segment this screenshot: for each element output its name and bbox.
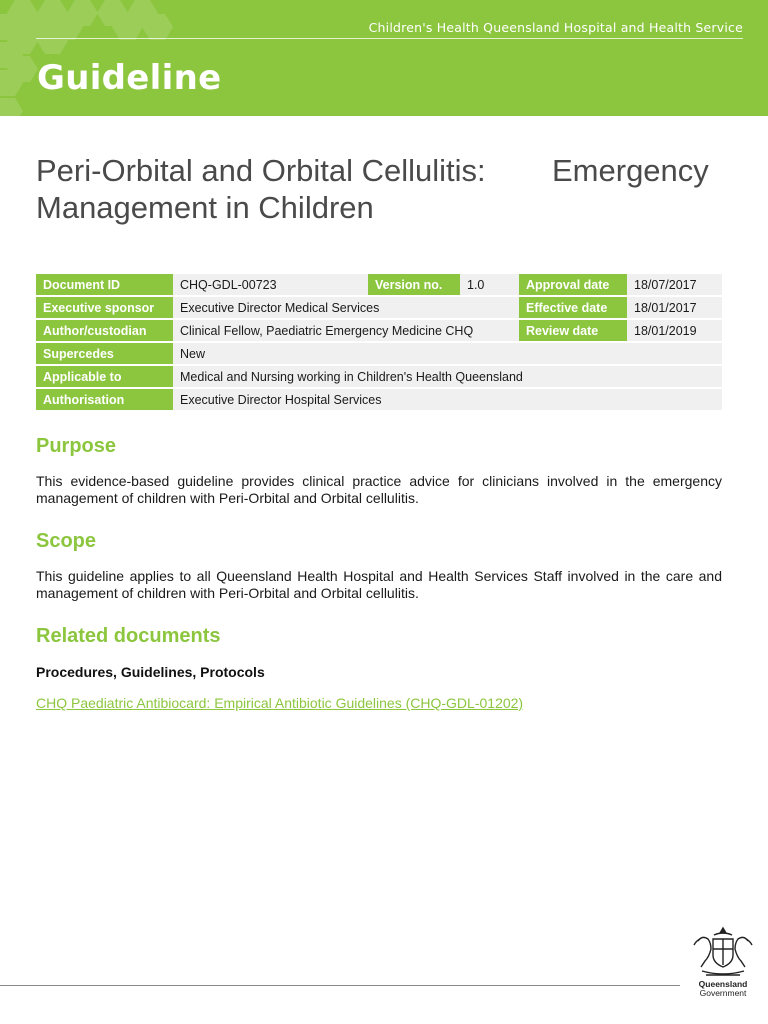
author-value: Clinical Fellow, Paediatric Emergency Medicine CHQ: [173, 320, 519, 341]
authorisation-label: Authorisation: [36, 389, 173, 410]
purpose-text: This evidence-based guideline provides clinical practice advice for clinicians involved in the emergency management of children with Peri-Orbital and Orbital cellulitis.: [36, 473, 722, 506]
logo-line-government: Government: [699, 988, 747, 998]
table-row: [36, 274, 722, 295]
title-line-1: Peri-Orbital and Orbital Cellulitis:: [36, 153, 486, 188]
service-name: Children's Health Queensland Hospital and Health Service: [368, 20, 743, 35]
queensland-coat-of-arms-icon: [688, 925, 758, 979]
applicable-to-label: Applicable to: [36, 366, 173, 387]
version-value: 1.0: [460, 274, 519, 295]
executive-sponsor-label: Executive sponsor: [36, 297, 173, 318]
table-row: [36, 343, 722, 364]
header-banner: [0, 0, 768, 116]
antibiocard-guideline-link[interactable]: CHQ Paediatric Antibiocard: Empirical Antibiotic Guidelines (CHQ-GDL-01202): [36, 695, 524, 711]
scope-heading: Scope: [36, 530, 97, 552]
footer-divider: [0, 985, 680, 986]
executive-sponsor-value: Executive Director Medical Services: [173, 297, 519, 318]
title-line-1-right: Emergency: [552, 153, 709, 188]
authorisation-value: Executive Director Hospital Services: [173, 389, 722, 410]
version-label: Version no.: [368, 274, 460, 295]
document-type-label: Guideline: [37, 58, 222, 98]
queensland-government-logo: [688, 925, 758, 1003]
document-metadata-table: [36, 272, 722, 412]
approval-date-label: Approval date: [519, 274, 627, 295]
title-line-2: Management in Children: [36, 190, 374, 225]
related-documents-subheading: Procedures, Guidelines, Protocols: [36, 664, 265, 680]
document-id-label: Document ID: [36, 274, 173, 295]
table-row: [36, 389, 722, 410]
logo-line-queensland: Queensland: [698, 979, 748, 989]
review-date-value: 18/01/2019: [627, 320, 722, 341]
document-id-value: CHQ-GDL-00723: [173, 274, 368, 295]
applicable-to-value: Medical and Nursing working in Children's Health Queensland: [173, 366, 722, 387]
header-divider: [36, 38, 743, 39]
logo-wordmark: [688, 980, 758, 998]
supercedes-label: Supercedes: [36, 343, 173, 364]
author-label: Author/custodian: [36, 320, 173, 341]
table-row: [36, 320, 722, 341]
purpose-heading: Purpose: [36, 435, 117, 457]
table-row: [36, 366, 722, 387]
supercedes-value: New: [173, 343, 722, 364]
review-date-label: Review date: [519, 320, 627, 341]
effective-date-label: Effective date: [519, 297, 627, 318]
effective-date-value: 18/01/2017: [627, 297, 722, 318]
related-documents-heading: Related documents: [36, 625, 221, 647]
scope-text: This guideline applies to all Queensland Health Hospital and Health Services Staff involved in the care and management of children with Peri-Orbital and Orbital cellulitis.: [36, 568, 722, 601]
table-row: [36, 297, 722, 318]
approval-date-value: 18/07/2017: [627, 274, 722, 295]
